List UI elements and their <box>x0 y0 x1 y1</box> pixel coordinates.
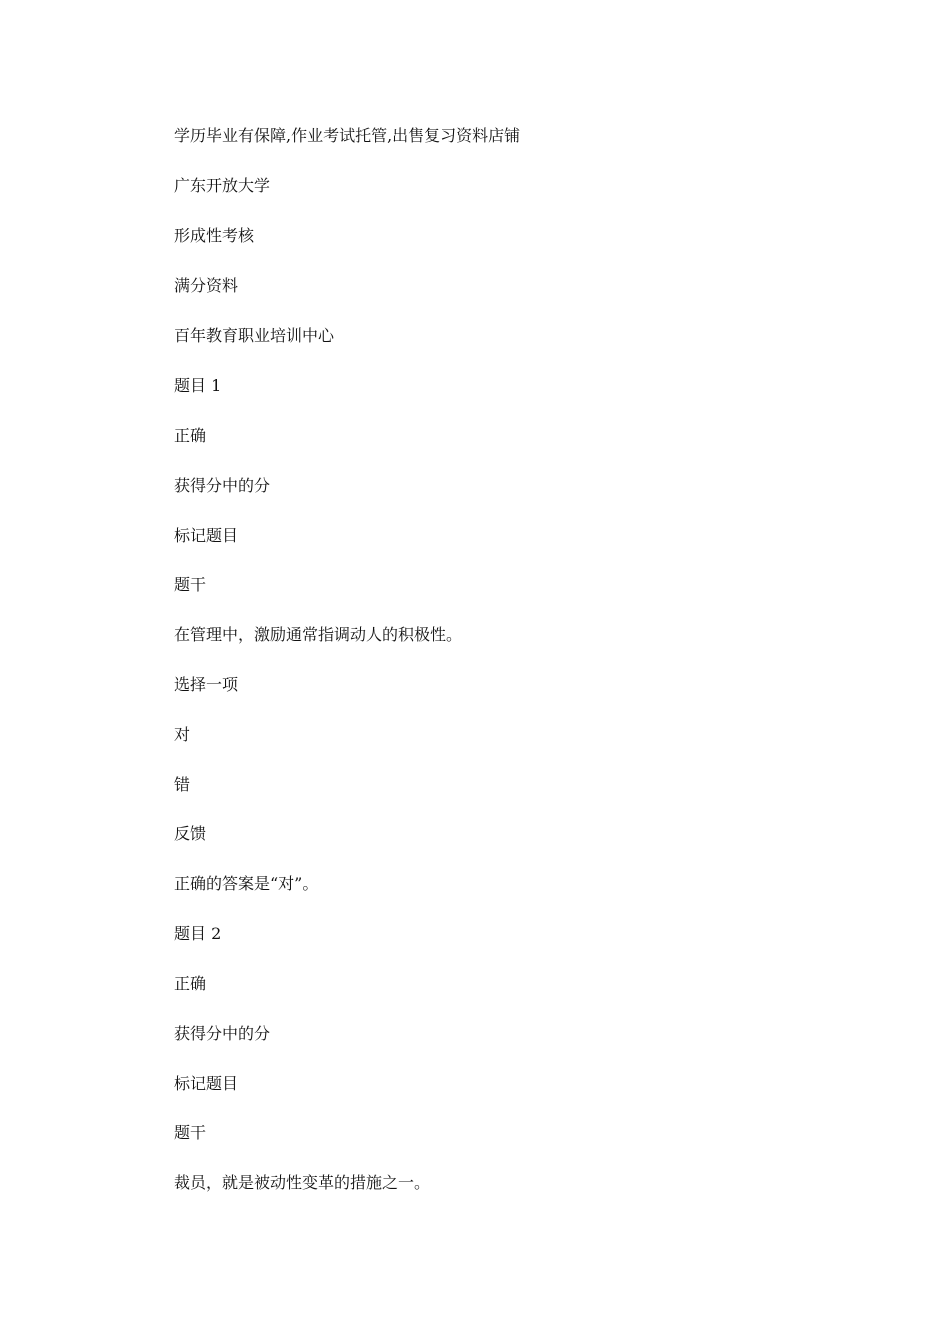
assessment-type: 形成性考核 <box>174 226 255 245</box>
material-type: 满分资料 <box>174 276 239 295</box>
question-1-stem: 在管理中，激励通常指调动人的积极性。 <box>174 625 463 644</box>
question-2-stem-label: 题干 <box>174 1123 207 1142</box>
question-1-feedback-label: 反馈 <box>174 824 207 843</box>
question-1-option-true: 对 <box>174 725 191 744</box>
training-center: 百年教育职业培训中心 <box>174 326 335 345</box>
question-2-flag-label: 标记题目 <box>174 1074 239 1093</box>
university-name: 广东开放大学 <box>174 176 271 195</box>
shop-slogan: 学历毕业有保障,作业考试托管,出售复习资料店铺 <box>174 126 521 145</box>
question-2-stem: 裁员，就是被动性变革的措施之一。 <box>174 1173 431 1192</box>
question-1-score: 获得分中的分 <box>174 476 271 495</box>
question-2-score: 获得分中的分 <box>174 1024 271 1043</box>
question-1-stem-label: 题干 <box>174 575 207 594</box>
question-1-flag-label: 标记题目 <box>174 526 239 545</box>
question-1-option-false: 错 <box>174 775 191 794</box>
question-1-feedback: 正确的答案是“对”。 <box>174 874 319 893</box>
question-2-status: 正确 <box>174 974 207 993</box>
question-2-title: 题目 2 <box>174 924 222 943</box>
question-1-instruction: 选择一项 <box>174 675 239 694</box>
question-1-title: 题目 1 <box>174 376 222 395</box>
question-1-status: 正确 <box>174 426 207 445</box>
